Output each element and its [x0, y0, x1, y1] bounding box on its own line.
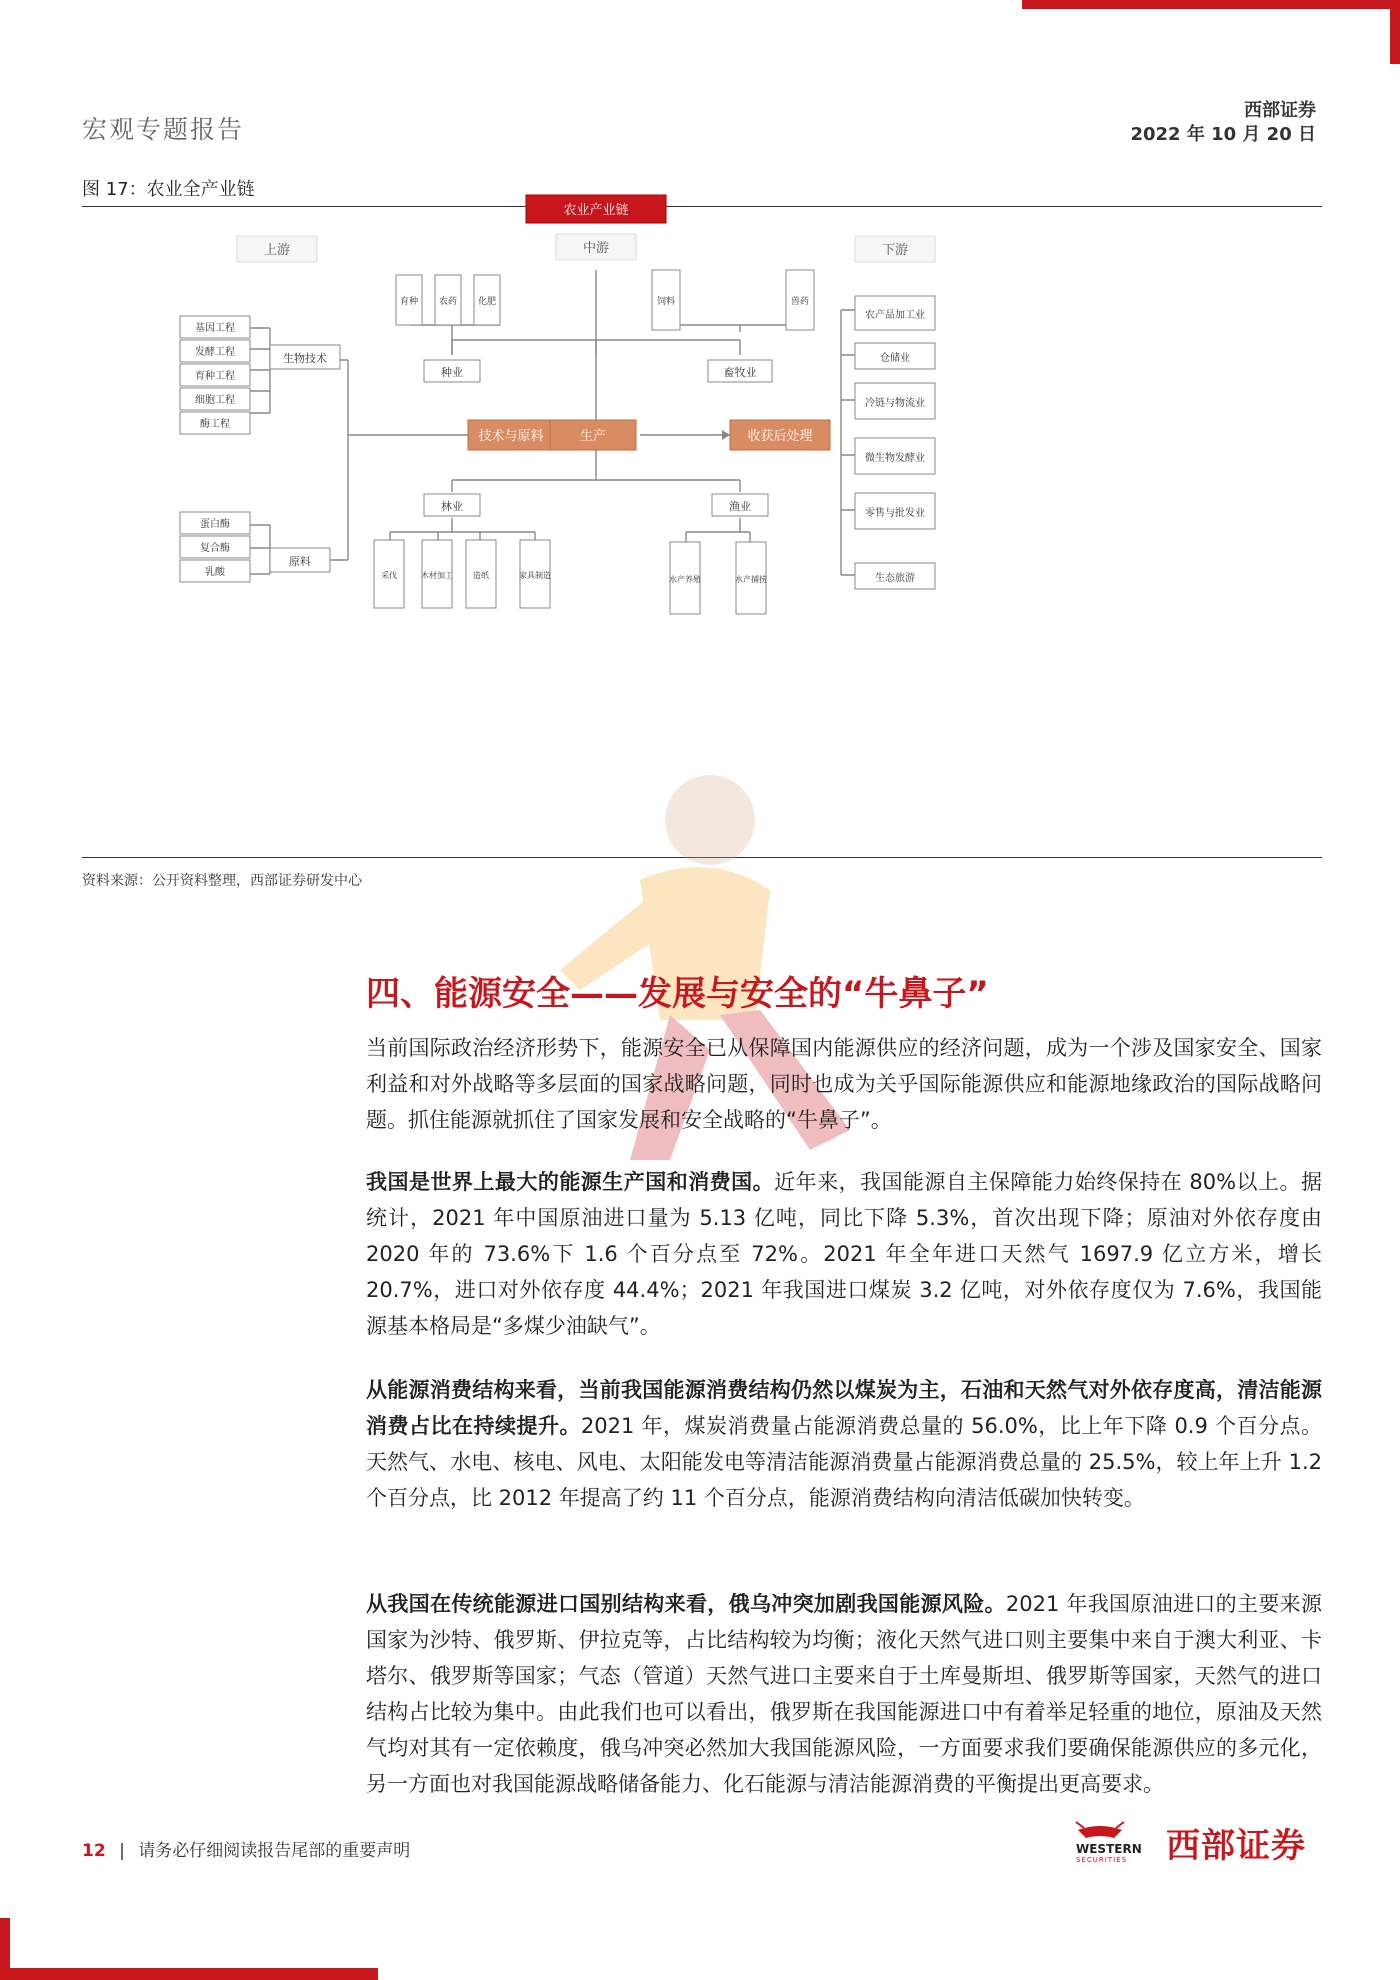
downstream-item: 冷链与物流业 — [865, 398, 925, 409]
forestry-item: 采伐 — [381, 571, 397, 580]
paragraph-2-text: 近年来，我国能源自主保障能力始终保持在 80%以上。据统计，2021 年中国原油进口量为 5.13 亿吨，同比下降 5.3%，首次出现下降；原油对外依存度由 2020 年的 73.6%下 1.6 个百分点至 72%。2021 年全年进口天然气 1697.9 亿立方米，增长 20.7%，进口对外依存度 44.4%；2021 年我国进口煤炭 3.2 亿吨，对外依存度仅为 7.6%，我国能源基本格局是“多煤少油缺气”。 — [366, 1170, 1322, 1338]
corner-accent-bottom-h — [0, 1968, 378, 1980]
root-label: 农业产业链 — [563, 203, 629, 218]
forestry-label: 林业 — [441, 500, 463, 513]
downstream-item: 农产品加工业 — [865, 310, 925, 321]
midstream-label: 中游 — [582, 241, 610, 256]
downstream-item: 生态旅游 — [875, 573, 915, 584]
report-date: 2022 年 10 月 20 日 — [1130, 124, 1316, 145]
fishery-item: 水产养殖 — [669, 575, 701, 584]
figure-title: 图 17：农业全产业链 — [82, 179, 255, 200]
corner-accent-top-h — [1022, 0, 1400, 9]
paragraph-3-text: 2021 年，煤炭消费量占能源消费总量的 56.0%，比上年下降 0.9 个百分点。天然气、水电、核电、风电、太阳能发电等清洁能源消费量占能源消费总量的 25.5%，较上年上升 1.2 个百分点，比 2012 年提高了约 11 个百分点，能源消费结构向清洁低碳加快转变。 — [366, 1414, 1322, 1510]
figure-top-rule — [82, 206, 1322, 207]
biotech-item: 育种工程 — [195, 371, 235, 382]
livestock-item: 兽药 — [790, 297, 810, 307]
livestock-items — [652, 270, 814, 330]
post-harvest-label: 收获后处理 — [747, 429, 813, 444]
paragraph-3 — [366, 1372, 1322, 1516]
downstream-item: 微生物发酵业 — [865, 453, 925, 464]
footer-notice: 请务必仔细阅读报告尾部的重要声明 — [138, 1841, 411, 1861]
biotech-item: 细胞工程 — [195, 395, 235, 406]
report-type: 宏观专题报告 — [82, 115, 245, 144]
paragraph-2 — [366, 1164, 1322, 1344]
paragraph-4-lead: 从我国在传统能源进口国别结构来看，俄乌冲突加剧我国能源风险。 — [366, 1592, 1006, 1616]
production-label: 生产 — [579, 429, 607, 444]
downstream-item: 零售与批发业 — [865, 508, 925, 519]
downstream-item: 仓储业 — [880, 353, 910, 364]
brand-english-sub: SECURITIES — [1076, 1856, 1128, 1864]
paragraph-2-lead: 我国是世界上最大的能源生产国和消费国。 — [366, 1170, 775, 1194]
forestry-item: 造纸 — [473, 571, 489, 580]
planting-label: 种业 — [441, 366, 463, 379]
figure-source: 资料来源：公开资料整理，西部证券研发中心 — [82, 873, 362, 889]
planting-item: 化肥 — [477, 297, 497, 307]
tech-materials-label: 技术与原料 — [478, 429, 544, 444]
biotech-item: 酶工程 — [200, 419, 230, 430]
fishery-items — [669, 542, 767, 614]
footer-separator: | — [119, 1841, 125, 1861]
downstream-items — [855, 296, 935, 589]
planting-item: 育种 — [399, 297, 419, 307]
section-title: 四、能源安全——发展与安全的“牛鼻子” — [366, 974, 989, 1014]
livestock-item: 饲料 — [656, 297, 676, 307]
forestry-items — [374, 540, 551, 608]
materials-item: 蛋白酶 — [200, 519, 230, 530]
forestry-item: 家具制造 — [519, 571, 551, 580]
corner-accent-top-v — [1390, 0, 1400, 64]
fishery-label: 渔业 — [729, 500, 751, 513]
paragraph-4 — [366, 1586, 1322, 1802]
materials-item: 乳酸 — [205, 567, 225, 578]
planting-item: 农药 — [438, 297, 458, 307]
biotech-item: 基因工程 — [195, 323, 235, 334]
forestry-item: 木材加工 — [421, 571, 453, 580]
biotech-item: 发酵工程 — [195, 347, 235, 358]
corner-accent-bottom-v — [0, 1918, 10, 1980]
biotech-items — [180, 316, 250, 434]
materials-label: 原料 — [289, 555, 311, 568]
company-name: 西部证券 — [1244, 100, 1316, 121]
downstream-label: 下游 — [881, 243, 909, 258]
biotech-label: 生物技术 — [283, 352, 327, 365]
livestock-label: 畜牧业 — [723, 366, 757, 379]
page-footer — [82, 1836, 410, 1861]
materials-items — [180, 512, 250, 582]
paragraph-4-text: 2021 年我国原油进口的主要来源国家为沙特、俄罗斯、伊拉克等，占比结构较为均衡；液化天然气进口则主要集中来自于澳大利亚、卡塔尔、俄罗斯等国家；气态（管道）天然气进口主要来自于土库曼斯坦、俄罗斯等国家，天然气的进口结构占比较为集中。由此我们也可以看出，俄罗斯在我国能源进口中有着举足轻重的地位，原油及天然气均对其有一定依赖度，俄乌冲突必然加大我国能源风险，一方面要求我们要确保能源供应的多元化，另一方面也对我国能源战略储备能力、化石能源与清洁能源消费的平衡提出更高要求。 — [366, 1592, 1323, 1796]
brand-english: WESTERN — [1076, 1842, 1142, 1856]
industry-chain-diagram — [195, 203, 1200, 790]
paragraph-3-lead: 从能源消费结构来看，当前我国能源消费结构仍然以煤炭为主，石油和天然气对外依存度高，清洁能源消费占比在持续提升。 — [366, 1378, 1322, 1438]
paragraph-1: 当前国际政治经济形势下，能源安全已从保障国内能源供应的经济问题，成为一个涉及国家安全、国家利益和对外战略等多层面的国家战略问题，同时也成为关乎国际能源供应和能源地缘政治的国际战略问题。抓住能源就抓住了国家发展和安全战略的“牛鼻子”。 — [366, 1036, 1322, 1132]
fishery-item: 水产捕捞 — [735, 575, 767, 584]
materials-item: 复合酶 — [200, 543, 230, 554]
planting-items — [396, 275, 500, 325]
upstream-label: 上游 — [263, 243, 291, 258]
page-number: 12 — [82, 1841, 106, 1861]
brand-chinese: 西部证券 — [1166, 1826, 1306, 1866]
